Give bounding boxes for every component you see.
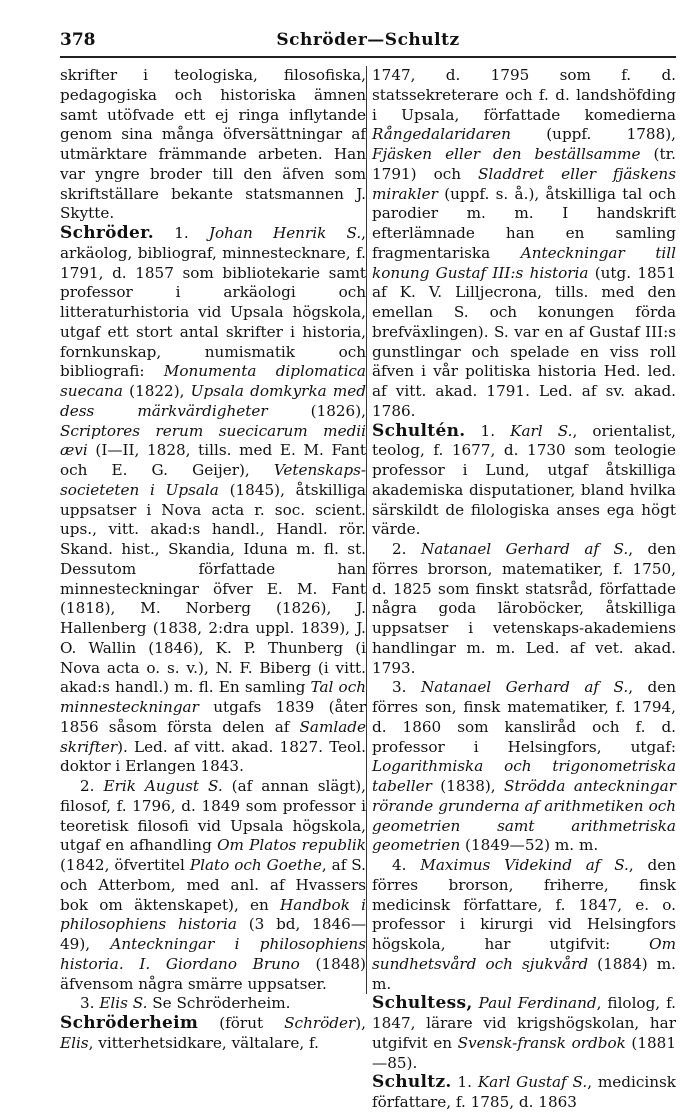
headword: Schröder. [60, 223, 155, 243]
header-rule [60, 56, 676, 58]
entry-schulten-natanael-1: 2. Natanael Gerhard af S., den förres brorson, matematiker, f. 1750, d. 1825 som finskt statsråd, författade några goda läroböcker, åtskilliga uppsatser i vetenskaps-akademiens handlingar m. m. Led. af vet. akad. 1793. [372, 540, 676, 677]
entry-schultz: Schultz. 1. Karl Gustaf S., medicinsk författare, f. 1785, d. 1863 [372, 1072, 676, 1111]
entry-schroderheim-continued: 1747, d. 1795 som f. d. statssekreterare och f. d. landshöfding i Upsala, författade komedierna Rångedalaridaren (uppf. 1788), Fjäsken eller den beställsamme (tr. 1791) och Sladdret eller fjäskens mirakler (uppf. s. å.), åtskilliga tal och parodier m. m. I handskrift efterlämnade han en samling fragmentariska Anteckningar till konung Gustaf III:s historia (utg. 1851 af K. V. Lilljecrona, tills. med den emellan S. och konungen förda brefväxlingen). S. var en af Gustaf III:s gunstlingar och spelade en viss roll äfven i vår politiska historia Hed. led. af vitt. akad. 1791. Led. af sv. akad. 1786. [372, 66, 676, 420]
headword: Schultess, [372, 993, 473, 1014]
entry-schulten-natanael-2: 3. Natanael Gerhard af S., den förres son, finsk matematiker, f. 1794, d. 1860 som kansliråd och f. d. professor i Helsingfors, utgaf: Logarithmiska och trigonometriska tabeller (1838), Strödda anteckningar rörande grunderna af arithmetiken och geometrien samt arithmetriska geometrien (1849—52) m. m. [372, 678, 676, 855]
entry-schroder-johan-henrik: Schröder. 1. Johan Henrik S., arkäolog, bibliograf, minnestecknare, f. 1791, d. 1857 som bibliotekarie samt professor i arkäologi och litteraturhistoria vid Upsala högskola, utgaf ett stort antal skrifter i historia, fornkunskap, numismatik och bibliografi: Monumenta diplomatica suecana (1822), Upsala domkyrka med dess märkvärdigheter (1826), Scriptores rerum suecicarum medii ævi (I—II, 1828, tills. med E. M. Fant och E. G. Geijer), Vetenskaps-societeten i Upsala (1845), åtskilliga uppsatser i Nova acta r. soc. scient. ups., vitt. akad:s handl., Handl. rör. Skand. hist., Skandia, Iduna m. fl. st. Dessutom författade han minnesteckningar öfver E. M. Fant (1818), M. Norberg (1826), J. Hallenberg (1838, 2:dra uppl. 1839), J. O. Wallin (1846), K. P. Thunberg (i Nova acta o. s. v.), N. F. Biberg (i vitt. akad:s handl.) m. fl. En samling Tal och minnesteckningar utgafs 1839 (åter 1856 såsom första delen af Samlade skrifter). Led. af vitt. akad. 1827. Teol. doktor i Erlangen 1843. [60, 223, 366, 776]
headword: Schultz. [372, 1072, 452, 1093]
column-divider [366, 66, 367, 994]
right-column [372, 66, 676, 1113]
entry-schulten-karl: Schultén. 1. Karl S., orientalist, teolog, f. 1677, d. 1730 som teologie professor i Lund, utgaf åtskilliga akademiska disputationer, bland hvilka särskildt de filologiska anses ega högt värde. [372, 420, 676, 539]
entry-schroder-elis: 3. Elis S. Se Schröderheim. [80, 994, 291, 1013]
entry-schroderheim: Schröderheim (förut Schröder), Elis, vitterhetsidkare, vältalare, f. [60, 1013, 366, 1052]
headword: Schultén. [372, 420, 466, 441]
page-number: 378 [60, 30, 96, 50]
page-title: Schröder—Schultz [276, 30, 460, 50]
left-column [60, 66, 366, 1054]
entry-schroder-erik-august: 2. Erik August S. (af annan slägt), filosof, f. 1796, d. 1849 som professor i teoretisk filosofi vid Upsala högskola, utgaf en afhandling Om Platos republik (1842, öfvertitel Plato och Goethe, af S. och Atterbom, med anl. af Hvassers bok om äktenskapet), en Handbok i philosophiens historia (3 bd, 1846—49), Anteckningar i philosophiens historia. I. Giordano Bruno (1848) äfvensom några smärre uppsatser. [60, 777, 367, 993]
running-header [60, 28, 676, 54]
entry-schulten-maximus: 4. Maximus Videkind af S., den förres brorson, friherre, finsk medicinsk författare, f. 1847, e. o. professor i kirurgi vid Helsingfors högskola, har utgifvit: Om sundhetsvård och sjukvård (1884) m. m. [372, 856, 677, 993]
entry-schultess: Schultess, Paul Ferdinand, filolog, f. 1847, lärare vid krigshögskolan, har utgifvit en Svensk-fransk ordbok (1881—85). [372, 993, 677, 1072]
paragraph-continued: skrifter i teologiska, filosofiska, pedagogiska och historiska ämnen samt utöfvade ett ej ringa inflytande genom sina många öfversättningar af utmärktare främmande arbeten. Han var yngre broder till den äfven som skriftställare bekante statsmannen J. Skytte. [60, 66, 366, 223]
headword: Schröderheim [60, 1013, 199, 1033]
